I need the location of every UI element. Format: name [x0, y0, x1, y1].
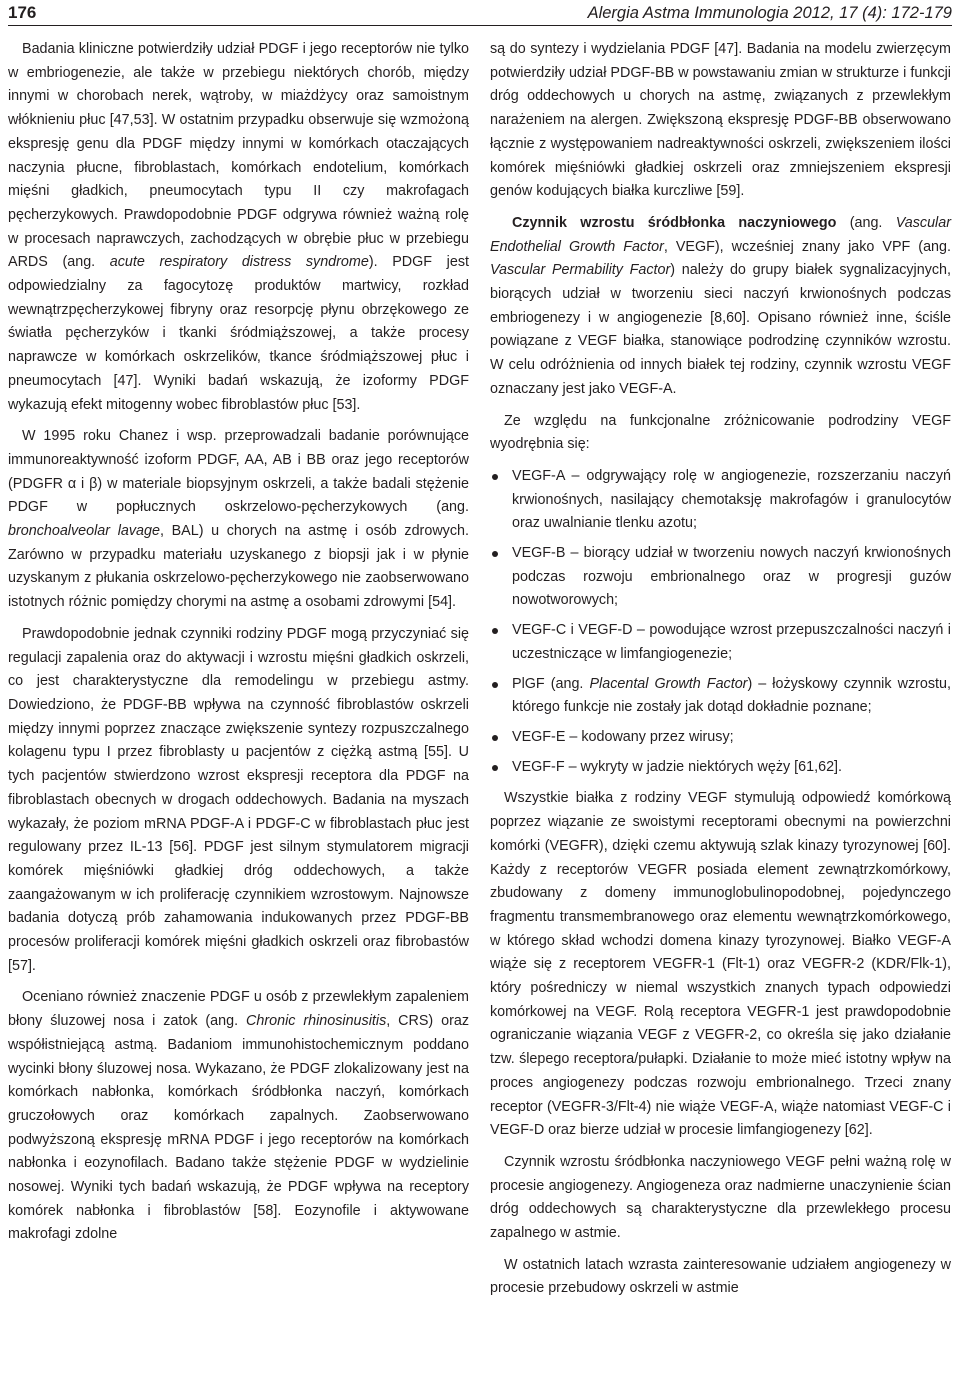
bullet-icon	[492, 735, 498, 741]
paragraph: W ostatnich latach wzrasta zainteresowanie udziałem angiogenezy w procesie przebudowy oskrzeli w astmie	[490, 1256, 951, 1297]
list-item: VEGF-C i VEGF-D – powodujące wzrost przepuszczalności naczyń i uczestniczące w limfangiogenezie;	[490, 619, 951, 666]
list-item: VEGF-E – kodowany przez wirusy;	[490, 726, 951, 750]
right-column	[490, 38, 951, 1309]
paragraph: Oceniano również znaczenie PDGF u osób z przewlekłym zapaleniem błony śluzowej nosa i zatok (ang. Chronic rhinosinusitis, CRS) oraz współistniejącą astmą. Badaniom immunohistochemicznym poddano wycinki błony śluzowej nosa. Wykazano, że PDGF zlokalizowany jest na komórkach nabłonka, komórkach śródbłonka naczyń, komórkach gruczołowych oraz komórkach zapalnych. Zaobserwowano podwyższoną ekspresję mRNA PDGF i jego receptorów na komórkach nabłonka i eozynofilach. Badano także stężenie PDGF w wydzielinie nosowej. Wyniki tych badań wskazują, że PDGF wpływa na receptory komórek nabłonka i fibroblastów [58]. Eozynofile i aktywowane makrofagi zdolne	[8, 989, 470, 1243]
left-column	[8, 38, 469, 1255]
bullet-icon	[492, 765, 498, 771]
page-number: 176	[8, 3, 37, 22]
bullet-icon	[492, 474, 498, 480]
list-item: VEGF-A – odgrywający rolę w angiogenezie, rozszerzaniu naczyń krwionośnych, nasilający chemotaksję makrofagów i granulocytów oraz uwalnianie tlenku azotu;	[490, 465, 951, 536]
paragraph: Ze względu na funkcjonalne zróżnicowanie podrodziny VEGF wyodrębnia się:	[490, 412, 951, 453]
section-heading: Czynnik wzrostu śródbłonka naczyniowego	[512, 214, 837, 231]
paragraph: są do syntezy i wydzielania PDGF [47]. Badania na modelu zwierzęcym potwierdziły udział PDGF-BB w powstawaniu zmian w strukturze i funkcji dróg oddechowych u chorych na astmę, związanych z przewlekłym narażeniem na alergen. Zwiększoną ekspresję PDGF-BB obserwowano łącznie z występowaniem nadreaktywności oskrzeli, zwiększeniem ilości komórek mięśniówki gładkiej oskrzeli oraz zmniejszeniem ekspresji genów kodujących białka kurczliwe [59].	[490, 41, 951, 200]
list-item: VEGF-B – biorący udział w tworzeniu nowych naczyń krwionośnych podczas rozwoju embrionalnego oraz w progresji guzów nowotworowych;	[490, 542, 951, 613]
journal-reference: Alergia Astma Immunologia 2012, 17 (4): 172-179	[587, 4, 952, 22]
list-item: PlGF (ang. Placental Growth Factor) – łożyskowy czynnik wzrostu, którego funkcje nie zostały jak dotąd dokładnie poznane;	[490, 673, 951, 720]
page-header	[8, 0, 952, 26]
bullet-icon	[492, 628, 498, 634]
vegf-section: Czynnik wzrostu śródbłonka naczyniowego (ang. Vascular Endothelial Growth Factor, VEGF), wcześniej znany jako VPF (ang. Vascular Permability Factor) należy do grupy białek sygnalizacyjnych, biorących udział w tworzeniu sieci naczyń krwionośnych podczas embriogenezy i w angiogenezie [8,60]. Opisano również inne, ściśle powiązane z VEGF białka, stanowiące podrodzinę czynników wzrostu. W celu odróżnienia od innych białek tej rodziny, czynnik wzrostu VEGF oznaczany jest jako VEGF-A.	[490, 214, 952, 397]
bullet-icon	[492, 682, 498, 688]
paragraph: Badania kliniczne potwierdziły udział PDGF i jego receptorów nie tylko w embriogenezie, ale także w przebiegu niektórych chorób, między innymi w chorobach nerek, wątroby, w miażdżycy oraz samoistnym włóknieniu płuc [47,53]. W ostatnim przypadku obserwuje się wzmożoną ekspresję genu dla PDGF między innymi w komórkach otaczających naczynia płucne, fibroblastach, komórkach endotelium, komórkach mięśni gładkich, pneumocytach typu II czy makrofagach pęcherzykowych. Prawdopodobnie PDGF odgrywa również ważną rolę w procesach naprawczych, zachodzących w obrębie płuc w przebiegu ARDS (ang. acute respiratory distress syndrome). PDGF jest odpowiedzialny za fagocytozę produktów martwicy, rozkład wewnątrzpęcherzykowej fibryny oraz resorpcję płynu obrzękowego ze światła pęcherzyków i tkanki śródmiąższowej, a także procesy naprawcze w komórkach oskrzelików, tkance śródmiąższowej płuc i pneumocytach [47]. Wyniki badań wskazują, że izoformy PDGF wykazują efekt mitogenny wobec fibroblastów płuc [53].	[8, 41, 469, 413]
bullet-icon	[492, 551, 498, 557]
paragraph: Czynnik wzrostu śródbłonka naczyniowego VEGF pełni ważną rolę w procesie angiogenezy. Angiogeneza oraz nadmierne unaczynienie ścian dróg oddechowych są charakterystyczne dla przewlekłego procesu zapalnego w astmie.	[490, 1153, 951, 1242]
list-item: VEGF-F – wykryty w jadzie niektórych węży [61,62].	[490, 756, 951, 780]
paragraph: Wszystkie białka z rodziny VEGF stymulują odpowiedź komórkową poprzez wiązanie ze swoistymi receptorami obecnymi na powierzchni komórki (VEGFR), dzięki czemu aktywują szlak kinazy tyrozynowej [60]. Każdy z receptorów VEGFR posiada element zewnątrzkomórkowy, zbudowany z domeny immunoglobulinopodobnej, pojedynczego fragmentu transmembranowego oraz elementu wewnątrzkomórkowego, w którego skład wchodzi domena kinazy tyrozynowej. Białko VEGF-A wiąże się z receptorem VEGFR-1 (Flt-1) oraz VEGFR-2 (KDR/Flk-1), który pośredniczy w niemal wszystkich znanych typach odpowiedzi komórkowej na VEGF. Rolą receptora VEGFR-1 jest prawdopodobnie ograniczanie wiązania VEGF z VEGFR-2, co określa się jako działanie tzw. ślepego receptora/pułapki. Działanie to może mieć istotny wpływ na proces angiogenezy podczas rozwoju embrionalnego. Trzeci znany receptor (VEGFR-3/Flt-4) nie wiąże VEGF-A, wiąże natomiast VEGF-C i VEGF-D oraz bierze udział w procesie limfangiogenezy [62].	[490, 790, 951, 1139]
vegf-subfamily-list	[490, 465, 951, 779]
paragraph: Prawdopodobnie jednak czynniki rodziny PDGF mogą przyczyniać się regulacji zapalenia oraz do aktywacji i wzrostu mięśni gładkich oskrzeli, co jest charakterystyczne dla remodelingu w przebiegu astmy. Dowiedziono, że PDGF-BB wpływa na czynność fibroblastów oskrzeli między innymi poprzez znaczące zwiększenie syntezy rozpuszczalnego kolagenu typu I przez fibroblasty u pacjentów z ciężką astmą [55]. U tych pacjentów stwierdzono wzrost ekspresji receptora dla PDGF na fibroblastach obecnych w drogach oddechowych. Badania na myszach wykazały, że poziom mRNA PDGF-A i PDGF-C w fibroblastach płuc jest regulowany przez IL-13 [56]. PDGF jest silnym stymulatorem migracji komórek mięśniówki gładkiej dróg oddechowych, a także zaangażowanym w ich proliferację czynnikiem wzrostowym. Najnowsze badania dotyczą prób zahamowania indukowanych przez PDGF-BB procesów proliferacji komórek mięśni gładkich oskrzeli oraz fibrobastów [57].	[8, 625, 469, 974]
paragraph: W 1995 roku Chanez i wsp. przeprowadzali badanie porównujące immunoreaktywność izoform PDGF, AA, AB i BB oraz jego receptorów (PDGFR α i β) w materiale biopsyjnym oskrzeli, a także badali stężenie PDGF w popłucznych oskrzelowo-pęcherzykowych (ang. bronchoalveolar lavage, BAL) u chorych na astmę i osób zdrowych. Zarówno w przypadku materiału uzyskanego z biopsji jak i w płynie uzyskanym z płukania oskrzelowo-pęcherzykowego nie zaobserwowano istotnych różnic pomiędzy chorymi na astmę a osobami zdrowymi [54].	[8, 428, 469, 611]
